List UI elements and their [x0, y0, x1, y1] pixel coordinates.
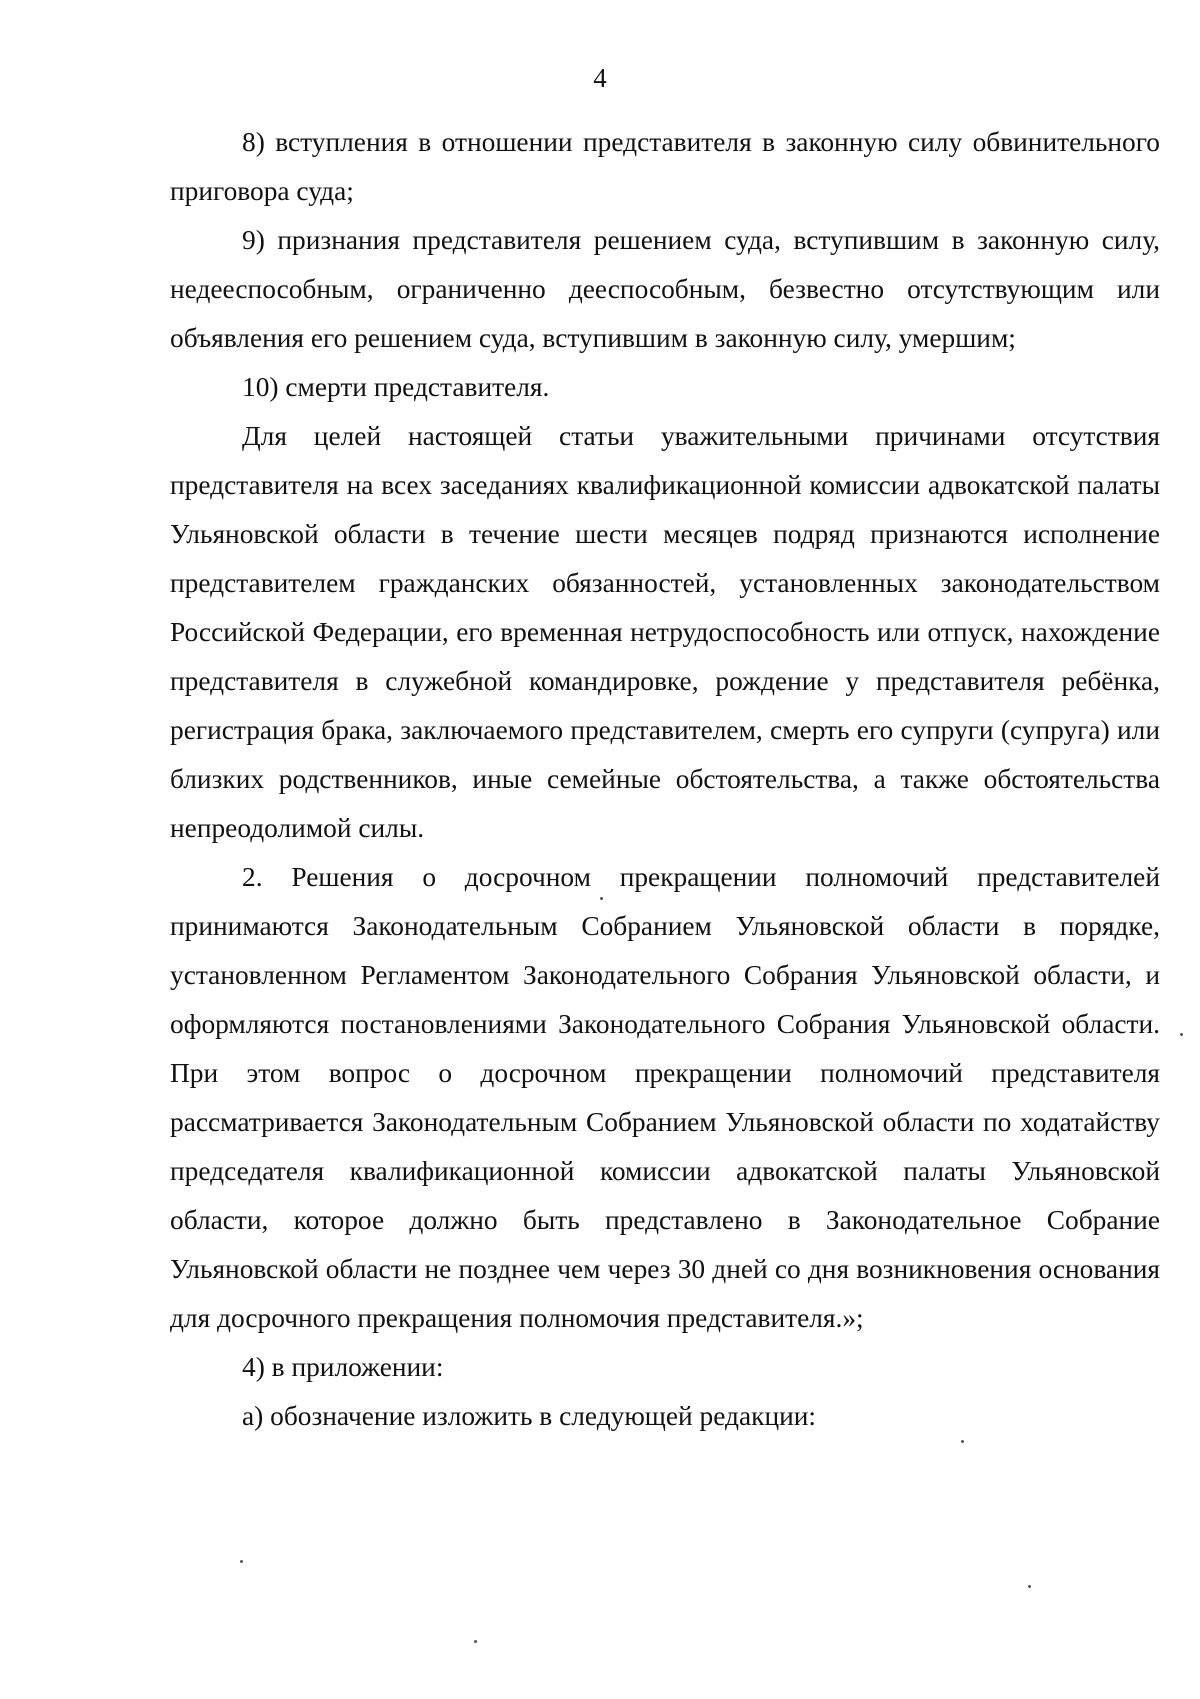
paragraph-item-8: 8) вступления в отношении представителя в законную силу обвинительного приговора суда; — [170, 127, 1160, 206]
scan-speck — [1028, 1585, 1031, 1588]
scan-speck — [600, 897, 603, 900]
page-number: 4 — [593, 63, 607, 93]
document-body — [170, 118, 1160, 1441]
paragraph-item-10: 10) смерти представителя. — [242, 372, 550, 402]
paragraph-item-a-designation: а) обозначение изложить в следующей редакции: — [242, 1401, 817, 1431]
scan-speck — [240, 1560, 243, 1563]
scan-speck — [474, 1640, 477, 1643]
paragraph-section-2: 2. Решения о досрочном прекращении полномочий представителей принимаются Законодательным Собранием Ульяновской области в порядке, установленном Регламентом Законодательного Собрания Ульяновской области, и оформляются постановлениями Законодательного Собрания Ульяновской области. При этом вопрос о досрочном прекращении полномочий представителя рассматривается Законодательным Собранием Ульяновской области по ходатайству председателя квалификационной комиссии адвокатской палаты Ульяновской области, которое должно быть представлено в Законодательное Собрание Ульяновской области не позднее чем через 30 дней со дня возникновения основания для досрочного прекращения полномочия представителя.»; — [170, 862, 1160, 1333]
scan-speck — [1180, 1033, 1183, 1036]
paragraph-valid-reasons: Для целей настоящей статьи уважительными причинами отсутствия представителя на всех заседаниях квалификационной комиссии адвокатской палаты Ульяновской области в течение шести месяцев подряд признаются исполнение представителем гражданских обязанностей, установленных законодательством Российской Федерации, его временная нетрудоспособность или отпуск, нахождение представителя в служебной командировке, рождение у представителя ребёнка, регистрация брака, заключаемого представителем, смерть его супруги (супруга) или близких родственников, иные семейные обстоятельства, а также обстоятельства непреодолимой силы. — [170, 421, 1160, 843]
scan-speck — [961, 1440, 964, 1443]
paragraph-item-9: 9) признания представителя решением суда, вступившим в законную силу, недееспособным, ограниченно дееспособным, безвестно отсутствующим или объявления его решением суда, вступившим в законную силу, умершим; — [170, 225, 1160, 353]
paragraph-item-4-appendix: 4) в приложении: — [242, 1352, 444, 1382]
